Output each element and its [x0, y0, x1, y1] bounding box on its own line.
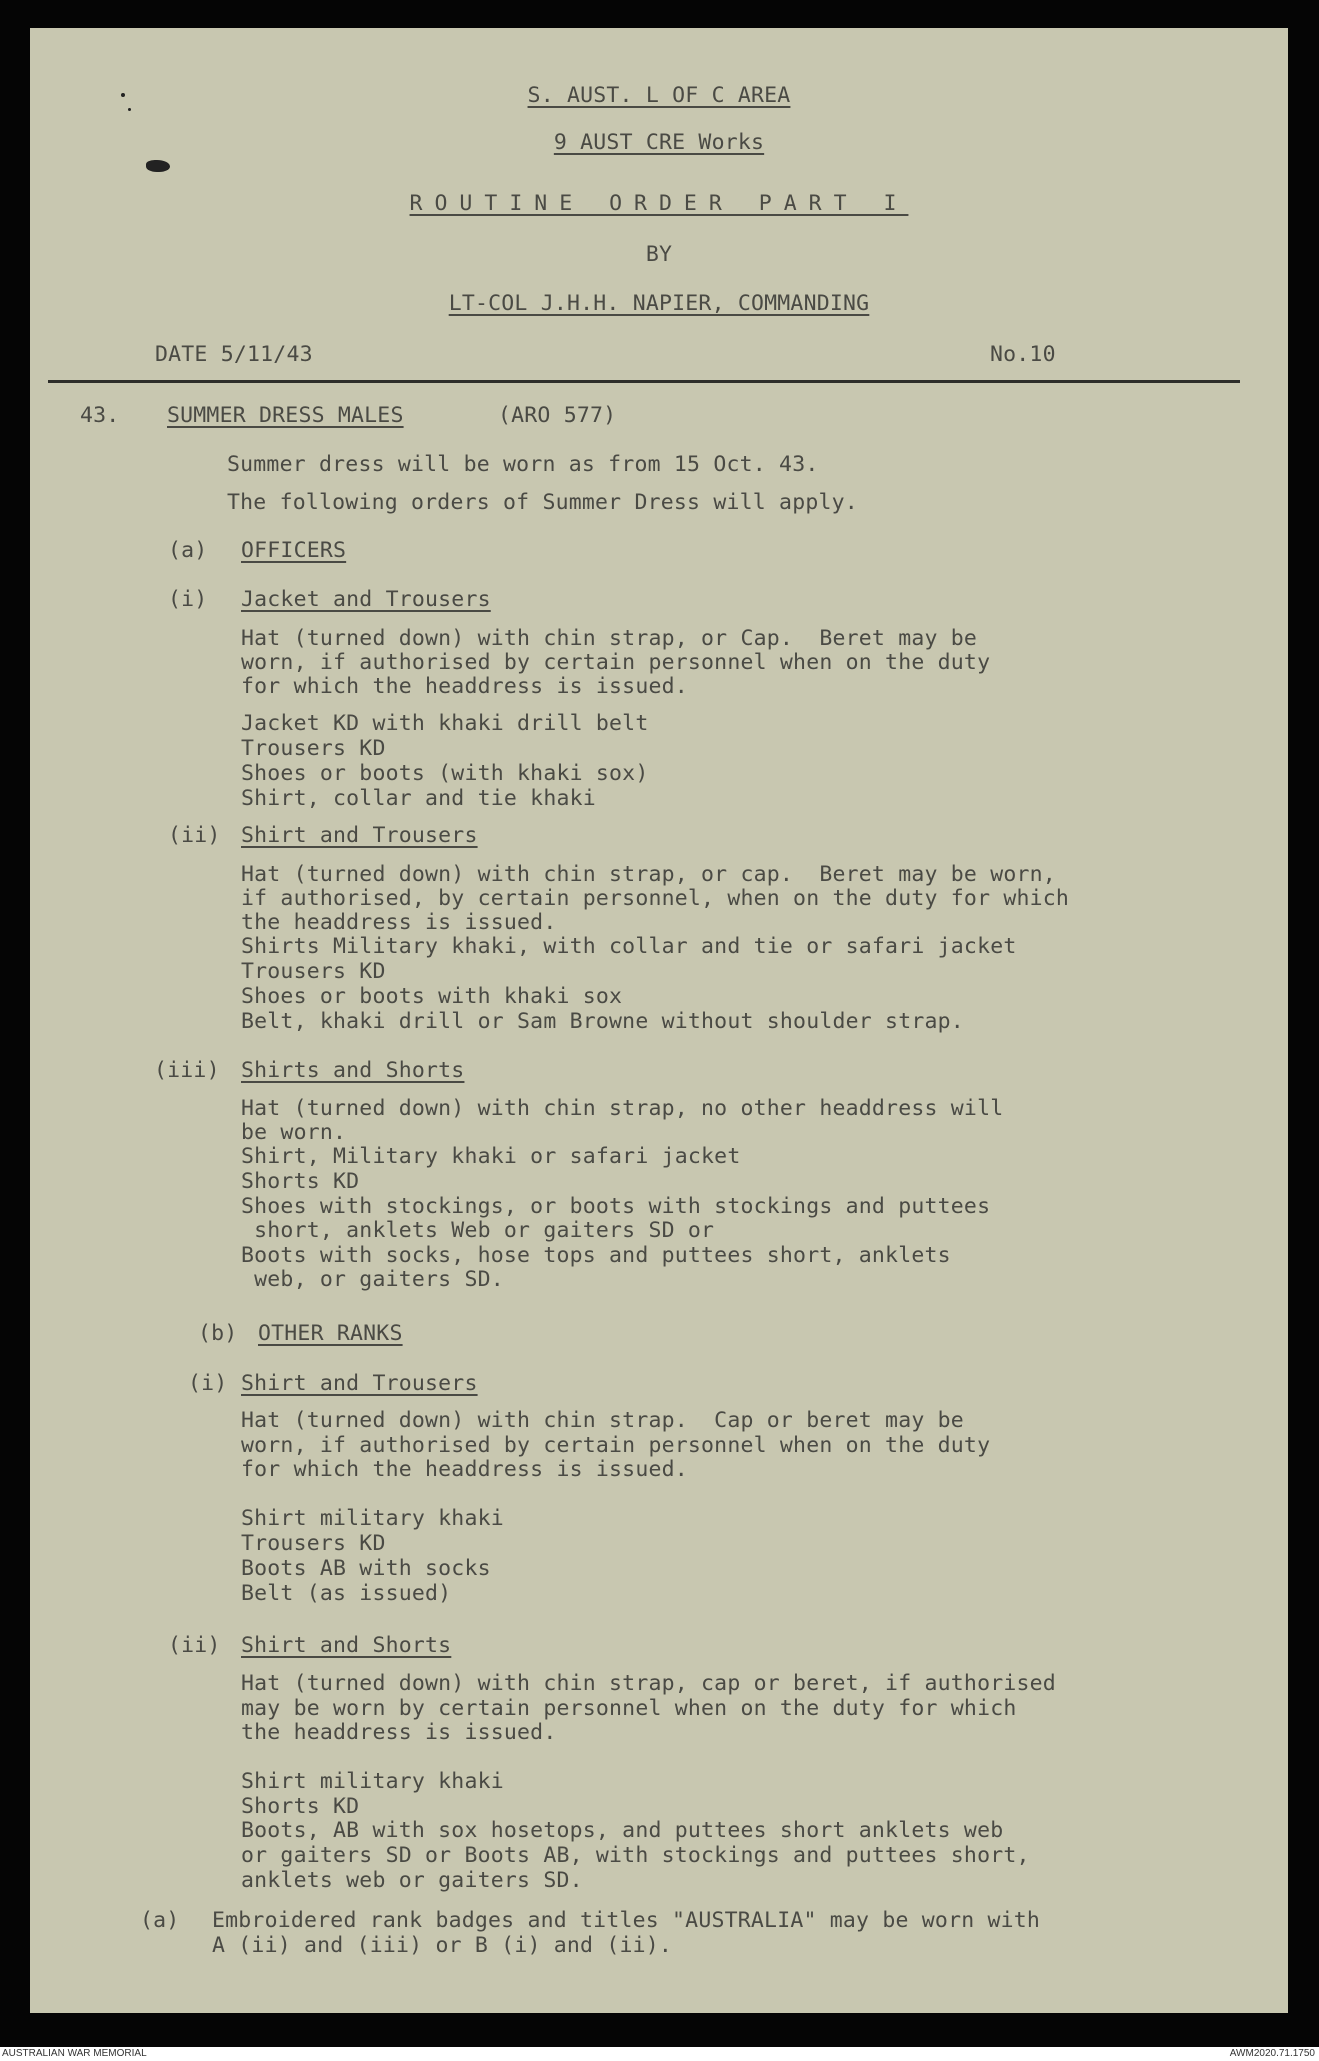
other-ranks-marker: (b): [198, 1321, 238, 1346]
item-line: Trousers KD: [241, 959, 386, 984]
item-marker: (i): [188, 1371, 228, 1396]
item-line: Shirts Military khaki, with collar and tie or safari jacket: [241, 934, 1017, 959]
item-line: Shirt, Military khaki or safari jacket: [241, 1144, 741, 1169]
item-line: the headdress is issued.: [241, 1720, 557, 1745]
item-line: Belt (as issued): [241, 1581, 452, 1606]
item-line: Shirt military khaki: [241, 1506, 504, 1531]
ink-mark: [146, 160, 170, 172]
item-line: Shoes or boots with khaki sox: [241, 984, 623, 1009]
item-line: Shoes or boots (with khaki sox): [241, 761, 649, 786]
ink-dot: [128, 108, 131, 111]
archive-name: AUSTRALIAN WAR MEMORIAL: [2, 2048, 147, 2059]
item-line: worn, if authorised by certain personnel when on the duty: [241, 1433, 991, 1458]
item-line: Trousers KD: [241, 1531, 386, 1556]
item-line: Shorts KD: [241, 1794, 360, 1819]
archive-footer: [0, 2047, 1319, 2061]
item-line: web, or gaiters SD.: [241, 1267, 504, 1292]
officers-marker: (a): [168, 538, 208, 563]
intro-line: The following orders of Summer Dress will apply.: [227, 490, 858, 515]
item-heading: Shirt and Trousers: [241, 823, 478, 848]
item-heading: Jacket and Trousers: [241, 587, 491, 612]
item-line: if authorised, by certain personnel, when on the duty for which: [241, 886, 1070, 911]
item-line: may be worn by certain personnel when on the duty for which: [241, 1696, 1017, 1721]
item-heading: Shirt and Shorts: [241, 1633, 452, 1658]
officers-heading: OFFICERS: [241, 538, 347, 563]
note-line: Embroidered rank badges and titles "AUSTRALIA" may be worn with: [212, 1908, 1041, 1933]
item-line: Hat (turned down) with chin strap, or Cap. Beret may be: [241, 626, 978, 651]
header-rule: [48, 380, 1240, 383]
item-line: the headdress is issued.: [241, 910, 557, 935]
item-heading: Shirt and Trousers: [241, 1371, 478, 1396]
item-line: Hat (turned down) with chin strap, cap or beret, if authorised: [241, 1671, 1056, 1696]
commander-line: LT-COL J.H.H. NAPIER, COMMANDING: [448, 291, 870, 316]
item-line: Belt, khaki drill or Sam Browne without shoulder strap.: [241, 1009, 964, 1034]
item-line: Shirt military khaki: [241, 1769, 504, 1794]
by-label: BY: [645, 242, 673, 267]
item-line: for which the headdress is issued.: [241, 674, 688, 699]
item-line: Hat (turned down) with chin strap, no other headdress will: [241, 1096, 1004, 1121]
item-line: Boots with socks, hose tops and puttees short, anklets: [241, 1243, 951, 1268]
item-marker: (iii): [154, 1058, 220, 1083]
item-line: or gaiters SD or Boots AB, with stockings and puttees short,: [241, 1843, 1030, 1868]
section-reference: (ARO 577): [498, 403, 617, 428]
item-line: for which the headdress is issued.: [241, 1457, 688, 1482]
other-ranks-heading: OTHER RANKS: [258, 1321, 403, 1346]
item-heading: Shirts and Shorts: [241, 1058, 465, 1083]
item-line: Jacket KD with khaki drill belt: [241, 711, 649, 736]
note-line: A (ii) and (iii) or B (i) and (ii).: [212, 1933, 673, 1958]
item-line: Hat (turned down) with chin strap, or cap. Beret may be worn,: [241, 862, 1056, 887]
archive-reference: AWM2020.71.1750: [1229, 2048, 1315, 2059]
order-date: DATE 5/11/43: [155, 342, 313, 367]
document-page: [30, 28, 1288, 2013]
item-marker: (ii): [168, 823, 221, 848]
item-line: Shorts KD: [241, 1169, 360, 1194]
order-number: No.10: [990, 342, 1056, 367]
item-line: Boots, AB with sox hosetops, and puttees short anklets web: [241, 1818, 1004, 1843]
item-line: worn, if authorised by certain personnel when on the duty: [241, 650, 991, 675]
unit-heading: 9 AUST CRE Works: [553, 130, 765, 155]
area-heading: S. AUST. L OF C AREA: [527, 83, 791, 108]
order-title: ROUTINE ORDER PART I: [409, 191, 909, 216]
item-line: be worn.: [241, 1120, 347, 1145]
section-number: 43.: [80, 403, 120, 428]
item-line: Hat (turned down) with chin strap. Cap or beret may be: [241, 1408, 964, 1433]
item-line: Shoes with stockings, or boots with stockings and puttees: [241, 1194, 991, 1219]
item-line: Trousers KD: [241, 736, 386, 761]
item-line: short, anklets Web or gaiters SD or: [241, 1218, 715, 1243]
note-marker: (a): [140, 1908, 180, 1933]
item-line: Boots AB with socks: [241, 1556, 491, 1581]
item-line: Shirt, collar and tie khaki: [241, 786, 596, 811]
section-title: SUMMER DRESS MALES: [167, 403, 404, 428]
intro-line: Summer dress will be worn as from 15 Oct. 43.: [227, 452, 819, 477]
item-line: anklets web or gaiters SD.: [241, 1868, 583, 1893]
item-marker: (i): [168, 587, 208, 612]
item-marker: (ii): [168, 1633, 221, 1658]
